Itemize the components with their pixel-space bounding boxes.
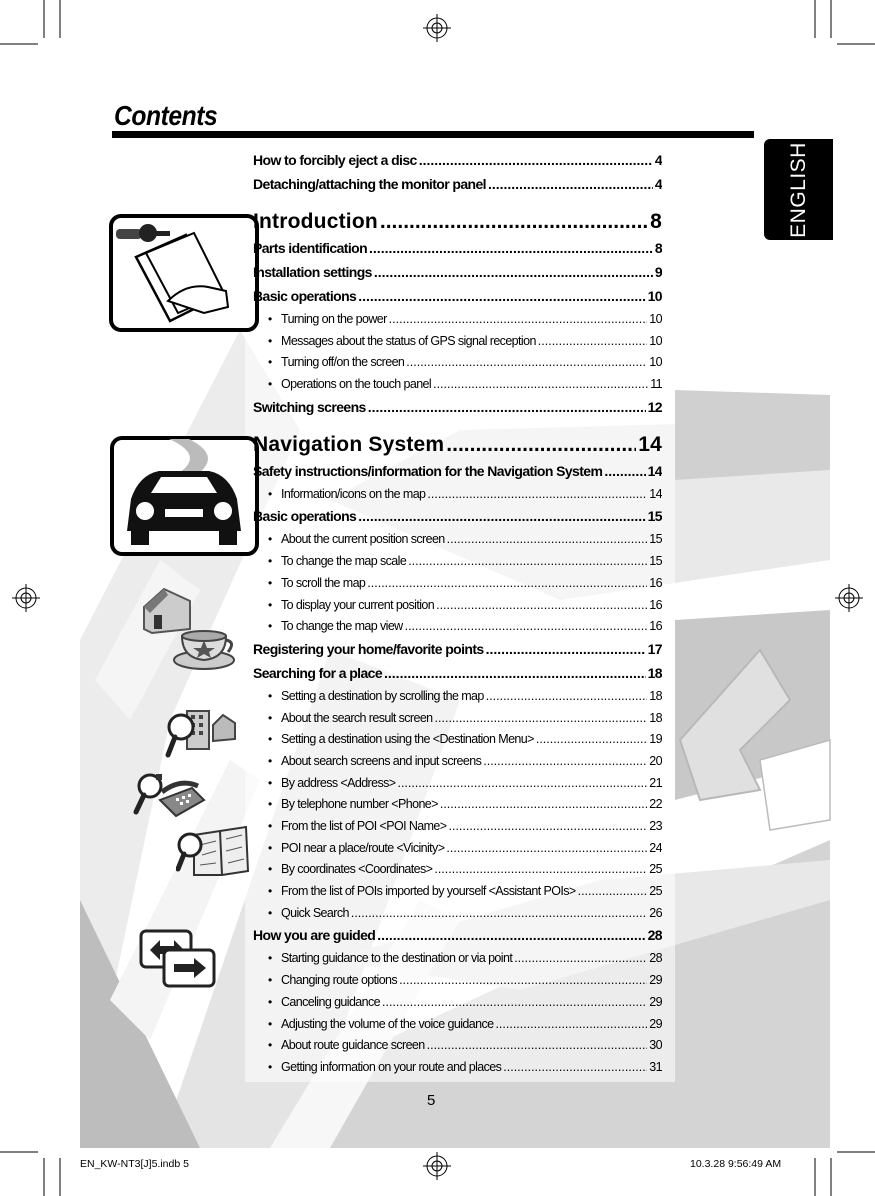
toc-entry-main[interactable]	[253, 399, 662, 423]
dot-leader	[486, 689, 648, 703]
toc-entry-page: 17	[647, 640, 662, 657]
toc-entry-page: 14	[647, 462, 662, 479]
toc-entry-label: Operations on the touch panel	[281, 377, 432, 392]
toc-entry-sub[interactable]	[253, 841, 662, 863]
bullet-icon: •	[268, 884, 272, 899]
toc-entry-label: From the list of POIs imported by yourself <Assistant POIs>	[281, 884, 576, 899]
toc-entry-main[interactable]	[253, 641, 662, 665]
toc-entry-sub[interactable]	[253, 862, 662, 884]
print-file-name: EN_KW-NT3[J]5.indb 5	[80, 1158, 189, 1170]
toc-entry-sub[interactable]	[253, 819, 662, 841]
toc-entry-page: 10	[647, 288, 662, 304]
toc-entry-page: 8	[650, 210, 662, 233]
toc-entry-sub[interactable]	[253, 797, 662, 819]
toc-entry-page: 31	[649, 1059, 662, 1074]
toc-entry-sub[interactable]	[253, 1017, 662, 1039]
cup-with-star-icon	[172, 630, 240, 670]
toc-entry-sub[interactable]	[253, 377, 662, 399]
toc-entry-page: 10	[649, 312, 662, 326]
toc-entry-label: About search screens and input screens	[281, 753, 482, 768]
dot-leader	[433, 377, 648, 391]
dot-leader	[538, 334, 647, 348]
toc-entry-page: 18	[649, 688, 662, 703]
dot-leader	[578, 884, 648, 898]
toc-entry-page: 14	[649, 486, 662, 501]
dot-leader	[446, 841, 647, 855]
toc-entry-page: 25	[649, 862, 662, 877]
dot-leader	[368, 399, 646, 415]
bullet-icon: •	[268, 688, 272, 703]
bullet-icon: •	[268, 575, 272, 590]
bullet-icon: •	[268, 1038, 272, 1053]
toc-entry-label: Searching for a place	[253, 664, 383, 681]
toc-entry-label: How to forcibly eject a disc	[253, 152, 417, 168]
bullet-icon: •	[268, 355, 272, 370]
toc-entry-sub[interactable]	[253, 689, 662, 711]
dot-leader	[397, 776, 647, 790]
title-rule	[112, 131, 754, 138]
print-timestamp: 10.3.28 9:56:49 AM	[690, 1158, 782, 1170]
dot-leader	[488, 176, 653, 192]
toc-entry-label: From the list of POI <POI Name>	[281, 819, 447, 833]
toc-entry-label: Information/icons on the map	[281, 486, 426, 501]
toc-entry-label: Navigation System	[253, 432, 445, 456]
toc-entry-sub[interactable]	[253, 995, 662, 1017]
toc-entry-page: 23	[649, 819, 662, 833]
toc-entry-page: 16	[649, 575, 662, 590]
bullet-icon: •	[268, 333, 272, 348]
toc-entry-label: Changing route options	[281, 973, 398, 988]
toc-entry-sub[interactable]	[253, 334, 662, 356]
toc-entry-label: Basic operations	[253, 288, 357, 304]
toc-entry-main[interactable]	[253, 152, 662, 176]
bullet-icon: •	[268, 1059, 272, 1074]
bullet-icon: •	[268, 619, 272, 634]
toc-entry-label: By address <Address>	[281, 775, 396, 790]
route-arrows-icon	[138, 928, 218, 990]
toc-entry-label: By telephone number <Phone>	[281, 797, 438, 812]
bullet-icon: •	[268, 840, 272, 855]
toc-entry-sub[interactable]	[253, 906, 662, 928]
language-tab-label: ENGLISH	[786, 141, 810, 238]
toc-entry-label: Registering your home/favorite points	[253, 640, 484, 657]
dot-leader	[419, 152, 653, 168]
bullet-icon: •	[268, 732, 272, 747]
language-tab	[764, 139, 833, 240]
dot-leader	[446, 433, 636, 457]
dot-leader	[405, 619, 648, 633]
toc-entry-label: Turning on the power	[281, 312, 387, 326]
toc-entry-label: To change the map view	[281, 619, 403, 634]
bullet-icon: •	[268, 797, 272, 812]
dot-leader	[380, 210, 648, 234]
toc-entry-sub[interactable]	[253, 754, 662, 776]
dot-leader	[389, 312, 648, 326]
toc-entry-sub[interactable]	[253, 576, 662, 598]
toc-entry-label: Switching screens	[253, 398, 366, 415]
toc-entry-sub[interactable]	[253, 598, 662, 620]
toc-entry-page: 28	[649, 951, 662, 966]
toc-entry-label: Messages about the status of GPS signal reception	[281, 333, 536, 348]
dot-leader	[447, 532, 648, 546]
toc-entry-sub[interactable]	[253, 312, 662, 334]
toc-entry-page: 19	[649, 732, 662, 747]
bullet-icon: •	[268, 710, 272, 725]
toc-entry-label: To change the map scale	[281, 554, 407, 569]
bullet-icon: •	[268, 994, 272, 1009]
dot-leader	[486, 641, 646, 657]
dot-leader	[434, 862, 647, 876]
dot-leader	[358, 288, 645, 304]
toc-entry-sub[interactable]	[253, 973, 662, 995]
page-title: Contents	[114, 100, 218, 131]
toc-entry-page: 15	[649, 532, 662, 547]
dot-leader	[399, 973, 647, 987]
toc-entry-label: Getting information on your route and places	[281, 1059, 502, 1074]
bullet-icon: •	[268, 905, 272, 920]
dot-leader	[449, 819, 648, 833]
dot-leader	[358, 508, 645, 524]
bullet-icon: •	[268, 554, 272, 569]
toc-entry-page: 16	[649, 619, 662, 634]
toc-entry-label: Adjusting the volume of the voice guidance	[281, 1016, 494, 1031]
car-on-road-icon	[109, 435, 260, 557]
toc-entry-sub[interactable]	[253, 532, 662, 554]
toc-entry-sub[interactable]	[253, 355, 662, 377]
toc-entry-main[interactable]	[253, 508, 662, 532]
toc-entry-label: Installation settings	[253, 264, 372, 280]
toc-entry-sub[interactable]	[253, 487, 662, 509]
toc-entry-page: 21	[649, 775, 662, 790]
toc-entry-page: 11	[650, 377, 662, 392]
bullet-icon: •	[268, 951, 272, 966]
toc-entry-label: Detaching/attaching the monitor panel	[253, 176, 486, 192]
magnifier-map-icon	[176, 825, 250, 877]
toc-entry-page: 25	[649, 884, 662, 899]
dot-leader	[536, 732, 647, 746]
toc-entry-page: 28	[647, 927, 662, 944]
dot-leader	[440, 797, 647, 811]
toc-entry-main[interactable]	[253, 240, 662, 264]
toc-entry-label: About the current position screen	[281, 532, 445, 547]
dot-leader	[377, 927, 645, 943]
toc-entry-label: Parts identification	[253, 240, 368, 256]
dot-leader	[436, 598, 647, 612]
dot-leader	[406, 355, 647, 369]
house-icon	[140, 585, 198, 635]
bullet-icon: •	[268, 532, 272, 547]
toc-entry-label: Introduction	[253, 210, 378, 233]
bullet-icon: •	[268, 775, 272, 790]
toc-entry-label: About the search result screen	[281, 710, 433, 725]
toc-entry-section[interactable]	[253, 429, 662, 463]
toc-entry-sub[interactable]	[253, 776, 662, 798]
toc-entry-page: 4	[654, 152, 662, 168]
toc-entry-label: Safety instructions/information for the Navigation System	[253, 462, 603, 479]
toc-entry-main[interactable]	[253, 264, 662, 288]
toc-entry-page: 29	[649, 1016, 662, 1031]
toc-entry-sub[interactable]	[253, 884, 662, 906]
dot-leader	[483, 754, 647, 768]
toc-entry-label: To scroll the map	[281, 575, 366, 590]
dot-leader	[382, 995, 647, 1009]
toc-entry-sub[interactable]	[253, 1038, 662, 1060]
bullet-icon: •	[268, 1016, 272, 1031]
toc-entry-sub[interactable]	[253, 732, 662, 754]
dot-leader	[514, 951, 647, 965]
toc-entry-page: 15	[647, 508, 662, 525]
toc-entry-page: 14	[638, 432, 662, 456]
table-of-contents	[253, 152, 662, 1082]
toc-entry-label: POI near a place/route <Vicinity>	[281, 840, 445, 855]
toc-entry-main[interactable]	[253, 288, 662, 312]
toc-entry-label: To display your current position	[281, 597, 435, 612]
dot-leader	[427, 1038, 648, 1052]
toc-entry-page: 29	[649, 973, 662, 988]
bullet-icon: •	[268, 862, 272, 877]
page-number: 5	[427, 1092, 436, 1109]
toc-entry-page: 30	[649, 1038, 662, 1053]
bullet-icon: •	[268, 597, 272, 612]
toc-entry-sub[interactable]	[253, 619, 662, 641]
bullet-icon: •	[268, 973, 272, 988]
dot-leader	[374, 264, 653, 280]
toc-entry-main[interactable]	[253, 176, 662, 200]
toc-entry-label: Quick Search	[281, 905, 349, 920]
bullet-icon: •	[268, 312, 272, 326]
dot-leader	[384, 665, 646, 681]
toc-entry-section[interactable]	[253, 206, 662, 240]
dot-leader	[369, 240, 653, 256]
manual-and-keys-icon	[108, 213, 260, 333]
toc-entry-page: 26	[649, 905, 662, 920]
toc-entry-main[interactable]	[253, 665, 662, 689]
dot-leader	[367, 576, 647, 590]
toc-entry-sub[interactable]	[253, 554, 662, 576]
toc-entry-sub[interactable]	[253, 951, 662, 973]
bullet-icon: •	[268, 486, 272, 501]
magnifier-telephone-icon	[132, 770, 206, 820]
toc-entry-label: Turning off/on the screen	[281, 355, 405, 370]
toc-entry-page: 16	[649, 597, 662, 612]
dot-leader	[435, 711, 648, 725]
toc-entry-label: Canceling guidance	[281, 994, 381, 1009]
bullet-icon: •	[268, 753, 272, 768]
toc-entry-sub[interactable]	[253, 711, 662, 733]
dot-leader	[427, 487, 647, 501]
magnifier-building-icon	[165, 705, 240, 760]
toc-entry-main[interactable]	[253, 463, 662, 487]
toc-entry-page: 4	[654, 176, 662, 192]
toc-entry-page: 12	[647, 398, 662, 415]
toc-entry-label: How you are guided	[253, 927, 376, 944]
toc-entry-label: By coordinates <Coordinates>	[281, 862, 433, 877]
dot-leader	[408, 554, 647, 568]
toc-entry-page: 22	[649, 797, 662, 812]
dot-leader	[604, 463, 645, 479]
toc-entry-page: 8	[654, 240, 662, 256]
toc-entry-page: 18	[649, 710, 662, 725]
toc-entry-page: 15	[649, 554, 662, 569]
toc-entry-label: Starting guidance to the destination or via point	[281, 951, 513, 966]
bullet-icon: •	[268, 377, 272, 392]
toc-entry-page: 24	[649, 840, 662, 855]
dot-leader	[495, 1017, 647, 1031]
toc-entry-page: 10	[649, 355, 662, 370]
toc-entry-page: 10	[649, 333, 662, 348]
toc-entry-page: 18	[647, 664, 662, 681]
toc-entry-main[interactable]	[253, 927, 662, 951]
bullet-icon: •	[268, 819, 272, 833]
dot-leader	[351, 906, 647, 920]
toc-entry-page: 9	[654, 264, 662, 280]
toc-entry-label: About route guidance screen	[281, 1038, 425, 1053]
toc-entry-label: Basic operations	[253, 508, 357, 525]
dot-leader	[503, 1060, 647, 1074]
toc-entry-label: Setting a destination using the <Destination Menu>	[281, 732, 534, 747]
toc-entry-page: 20	[649, 753, 662, 768]
toc-entry-page: 29	[649, 994, 662, 1009]
toc-entry-label: Setting a destination by scrolling the map	[281, 688, 484, 703]
toc-entry-sub[interactable]	[253, 1060, 662, 1082]
